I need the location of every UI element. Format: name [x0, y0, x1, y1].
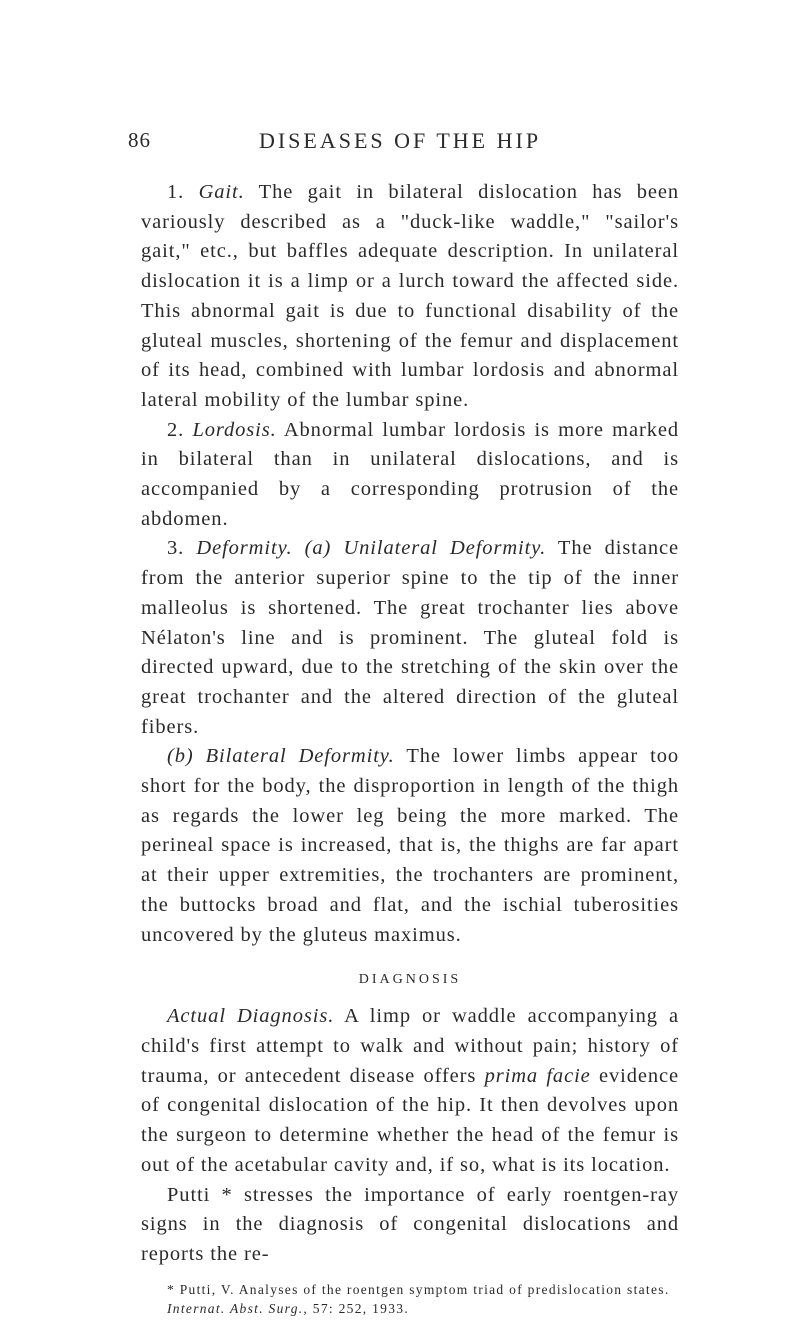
paragraph-text: The gait in bilateral dislocation has been variously described as a "duck-like waddle," "sailor's gait," etc., but baffles adequate description. In unilateral dislocation it is a limp or a lurch toward the affected side. This abnormal gait is due to functional disability of the gluteal muscles, shortening of the femur and displacement of its head, combined with lumbar lordosis and abnormal lateral mobility of the lumbar spine. — [141, 181, 679, 411]
sub-heading: Bilateral Deformity. — [205, 745, 395, 768]
body-text — [141, 178, 679, 1318]
paragraph-actual-diagnosis — [141, 1002, 679, 1180]
paragraph-lordosis — [141, 416, 679, 535]
subitem-marker: (b) — [167, 745, 194, 768]
footnote-citation-line — [141, 1299, 679, 1318]
run-in-heading: Lordosis. — [192, 418, 277, 441]
paragraph-text: stresses the importance of early roentgen-ray signs in the diagnosis of congenital dislocations and reports the re- — [141, 1183, 679, 1265]
paragraph-text: The distance from the anterior superior spine to the tip of the inner malleolus is shortened. The great trochanter lies above Nélaton's line and is prominent. The gluteal fold is directed upward, due to the stretching of the skin over the great trochanter and the altered direction of the gluteal fibers. — [141, 537, 680, 738]
run-in-heading: Gait. — [198, 181, 245, 203]
subitem-marker: (a) — [304, 537, 332, 560]
running-head — [0, 128, 800, 158]
run-in-heading: Deformity. — [196, 537, 293, 560]
item-number: 2. — [167, 418, 185, 441]
paragraph-text: Abnormal lumbar lordosis is more marked in bilateral than in unilateral dislocations, and is accompanied by a corresponding protrusion of the abdomen. — [141, 418, 679, 530]
footnote — [141, 1280, 679, 1318]
page-number: 86 — [128, 128, 151, 152]
paragraph-gait — [141, 178, 679, 416]
footnote-citation: 57: 252, 1933. — [312, 1300, 409, 1316]
paragraph-text: A limp or waddle accompanying a child's first attempt to walk and without pain; history of trauma, or antecedent disease offers — [141, 1005, 679, 1087]
paragraph-deformity — [141, 534, 679, 742]
footnote-text: * Putti, V. Analyses of the roentgen symptom triad of predislocation states. — [167, 1281, 670, 1297]
footnote-marker: * — [221, 1183, 233, 1206]
sub-heading: Unilateral Deformity. — [343, 537, 547, 560]
paragraph-putti — [141, 1181, 679, 1270]
footnote-journal: Internat. Abst. Surg., — [167, 1300, 309, 1316]
section-heading-diagnosis: DIAGNOSIS — [358, 972, 462, 988]
paragraph-text: The lower limbs appear too short for the body, the disproportion in length of the thigh as regards the lower leg being the more marked. The perineal space is increased, that is, the thighs are far apart at their upper extremities, the trochanters are prominent, the buttocks broad and flat, and the ischial tuberosities uncovered by the gluteus maximus. — [141, 745, 680, 946]
paragraph-text: evidence of congenital dislocation of the hip. It then devolves upon the surgeon to determine whether the head of the femur is out of the acetabular cavity and, if so, what is its location. — [141, 1064, 679, 1176]
run-in-heading: Actual Diagnosis. — [167, 1005, 335, 1028]
item-number: 3. — [167, 537, 185, 560]
paragraph-bilateral-deformity — [141, 742, 679, 950]
paragraph-text: Putti — [167, 1183, 211, 1206]
item-number: 1. — [167, 181, 185, 203]
running-title: DISEASES OF THE HIP — [258, 128, 542, 153]
latin-phrase: prima facie — [484, 1064, 591, 1087]
